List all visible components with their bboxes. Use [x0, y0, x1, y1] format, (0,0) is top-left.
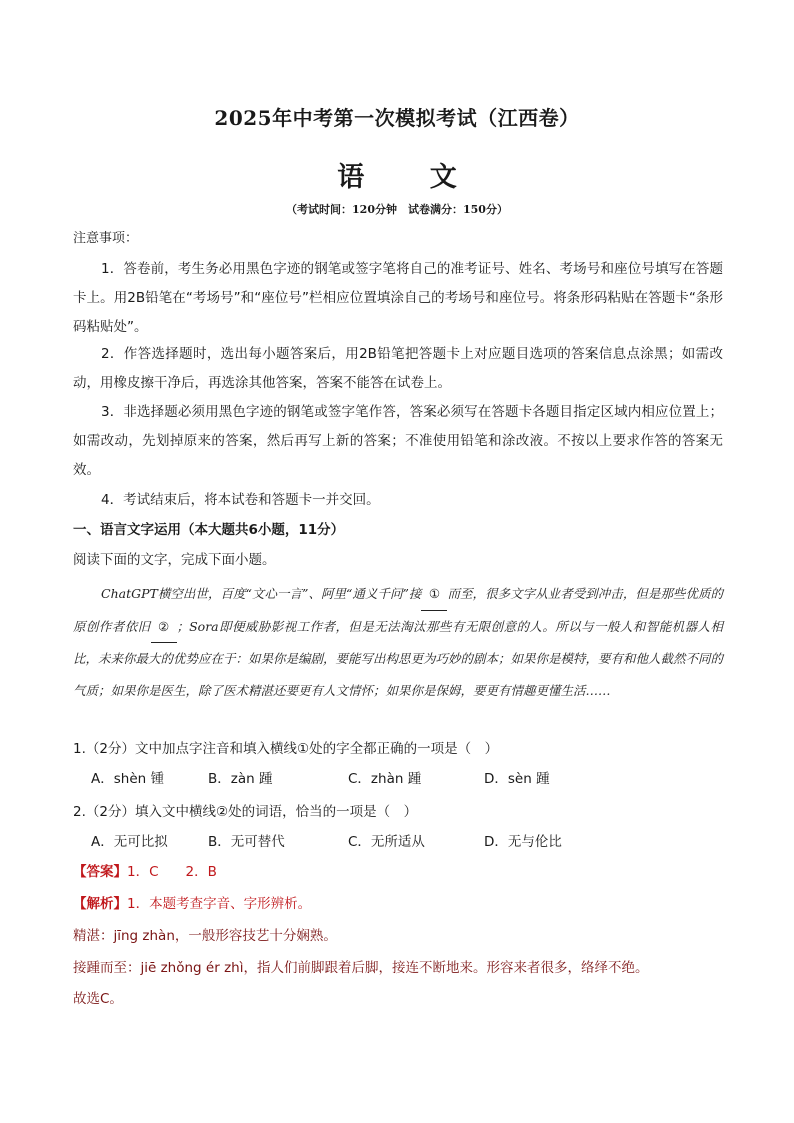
answer-label: 【答案】 [73, 864, 127, 880]
analysis-line [73, 890, 723, 919]
reading-passage [73, 578, 723, 706]
subject-title: 语 文 [337, 162, 485, 193]
explanation-jiezhong: 接踵而至：jiē zhǒng ér zhì，指人们前脚跟着后脚，接连不断地来。形容来者很多，络绎不绝。 [73, 960, 649, 976]
section-heading: 一、语言文字运用（本大题共6小题，11分） [73, 522, 345, 538]
blank-2: ② [151, 611, 177, 644]
blank-1: ① [421, 578, 447, 611]
analysis-text: 1．本题考查字音、字形辨析。 [127, 896, 312, 912]
q1-option-a: A．shèn 锺 [91, 771, 164, 787]
question-1-stem: 1.（2分）文中加点字注音和填入横线①处的字全都正确的一项是（ ） [73, 741, 499, 757]
q2-option-a: A．无可比拟 [91, 834, 168, 850]
q1-option-d: D．sèn 踵 [484, 771, 550, 787]
answer-line [73, 858, 723, 887]
exam-title: 2025年中考第一次模拟考试（江西卷） [214, 106, 580, 130]
notice-item-1: 1．答卷前，考生务必用黑色字迹的钢笔或签字笔将自己的准考证号、姓名、考场号和座位号填写在答题卡上。用2B铅笔在“考场号”和“座位号”栏相应位置填涂自己的考场号和座位号。将条形码粘贴在答题卡“条形码粘贴处”。 [73, 261, 723, 335]
passage-part-1: ChatGPT横空出世，百度“文心一言”、阿里“通义千问”接 [101, 586, 422, 601]
explanation-jingzhan: 精湛：jīng zhàn，一般形容技艺十分娴熟。 [73, 928, 337, 944]
q1-option-b: B．zàn 踵 [208, 771, 273, 787]
section-instruction: 阅读下面的文字，完成下面小题。 [73, 552, 276, 568]
notice-item-3: 3．非选择题必须用黑色字迹的钢笔或签字笔作答，答案必须写在答题卡各题目指定区域内相应位置上；如需改动，先划掉原来的答案，然后再写上新的答案；不准使用铅笔和涂改液。不按以上要求作答的答案无效。 [73, 404, 723, 478]
question-2-stem: 2.（2分）填入文中横线②处的词语，恰当的一项是（ ） [73, 804, 418, 820]
exam-info: （考试时间：120分钟 试卷满分：150分） [286, 203, 508, 216]
q2-option-c: C．无所适从 [348, 834, 425, 850]
passage-part-3: ；Sora即便威胁影视工作者，但是无法淘汰那些有无限创意的人。所以与一般人和智能机器人相比，未来你最大的优势应在于：如果你是编剧，要能写出构思更为巧妙的剧本；如果你是模特，要有和他人截然不同的气质；如果你是医生，除了医术精湛还要更有人文情怀；如果你是保姆，要更有情趣更懂生活…… [73, 618, 724, 698]
passage-part-2: 而至，很多文字从业者受到冲击，但是那些优质的原创作者依旧 [73, 586, 723, 634]
q2-option-b: B．无可替代 [208, 834, 285, 850]
analysis-label: 【解析】 [73, 896, 127, 912]
notice-heading: 注意事项： [73, 231, 139, 246]
explanation-conclusion: 故选C。 [73, 991, 123, 1007]
q2-option-d: D．无与伦比 [484, 834, 562, 850]
notice-item-2: 2．作答选择题时，选出每小题答案后，用2B铅笔把答题卡上对应题目选项的答案信息点涂黑；如需改动，用橡皮擦干净后，再选涂其他答案，答案不能答在试卷上。 [73, 346, 723, 391]
answer-text: 1．C 2．B [127, 864, 217, 880]
notice-item-4: 4．考试结束后，将本试卷和答题卡一并交回。 [101, 492, 380, 508]
q1-option-c: C．zhàn 踵 [348, 771, 422, 787]
